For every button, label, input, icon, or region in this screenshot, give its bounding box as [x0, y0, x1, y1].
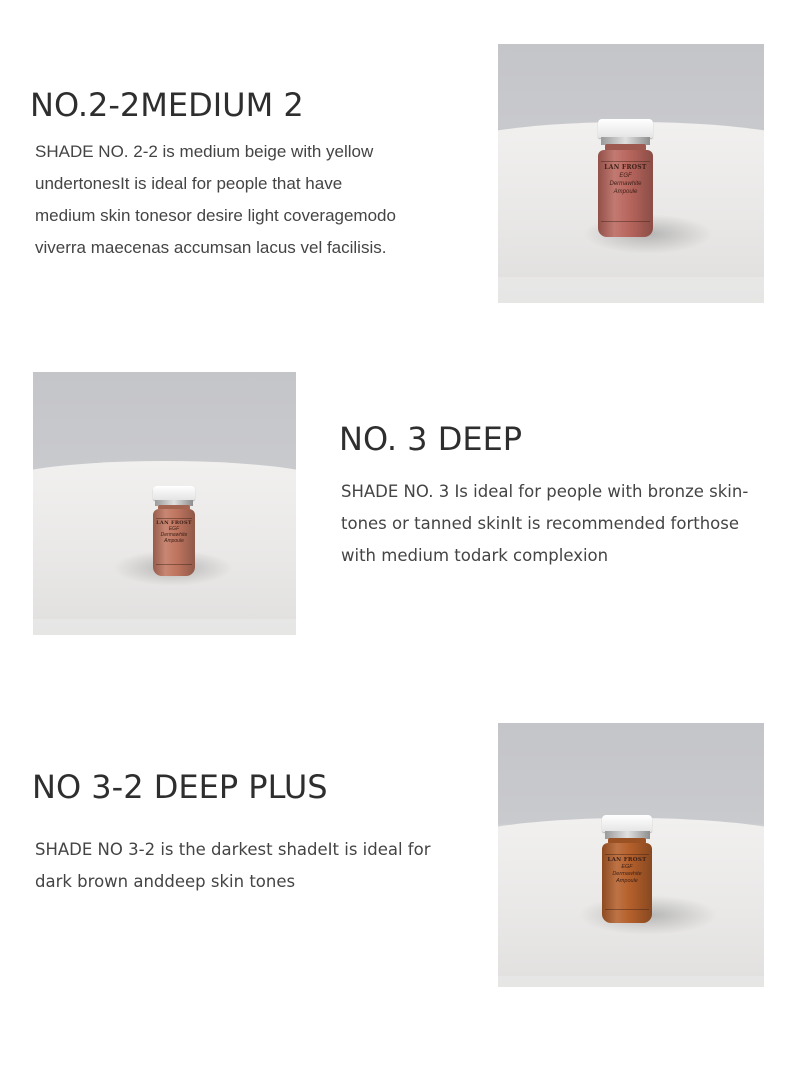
vial-line: Ampoule [616, 877, 638, 884]
product-section-deep [0, 340, 790, 660]
product-section-medium-2 [0, 0, 790, 330]
vial-brand: LAN FROST [156, 520, 192, 527]
product-section-deep-plus [0, 690, 790, 1020]
vial-line: Dermawhite [612, 870, 642, 877]
product-description: SHADE NO 3-2 is the darkest shadeIt is ideal for dark brown anddeep skin tones [35, 840, 431, 891]
vial-line: EGF [621, 863, 633, 870]
vial-brand: LAN FROST [604, 164, 647, 172]
vial-image [153, 486, 195, 576]
product-title: NO.2-2MEDIUM 2 [30, 86, 304, 124]
vial-label [156, 518, 193, 564]
vial-label [605, 854, 649, 910]
vial-line: EGF [619, 173, 632, 180]
product-photo [33, 372, 296, 635]
vial-line: Ampoule [164, 538, 184, 545]
vial-line: Dermawhite [609, 181, 642, 188]
vial-line: EGF [168, 526, 180, 533]
product-photo [498, 723, 764, 987]
vial-line: Dermawhite [160, 532, 188, 539]
vial-image [602, 815, 652, 923]
vial-image [598, 119, 653, 237]
product-photo [498, 44, 764, 303]
product-title: NO 3-2 DEEP PLUS [32, 768, 328, 806]
product-description: SHADE NO. 2-2 is medium beige with yellow undertonesIt is ideal for people that have medium skin tonesor desire light coveragemodo viverra maecenas accumsan lacus vel facilisis. [35, 142, 396, 257]
vial-label [601, 161, 649, 222]
product-title: NO. 3 DEEP [339, 420, 523, 458]
vial-brand: LAN FROST [607, 856, 647, 863]
product-description: SHADE NO. 3 Is ideal for people with bronze skin- tones or tanned skinIt is recommended forthose with medium todark complexion [341, 482, 749, 565]
vial-line: Ampoule [613, 189, 638, 196]
